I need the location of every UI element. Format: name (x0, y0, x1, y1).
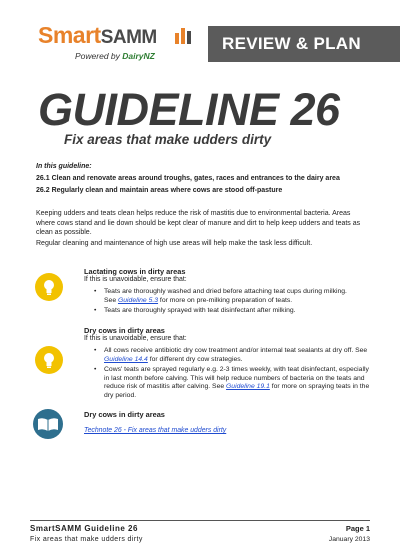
guideline-link[interactable]: Guideline 5.3 (117, 296, 159, 304)
in-guideline-heading: In this guideline: (36, 163, 92, 170)
list-item: • All cows receive antibiotic dry cow treatment and/or internal teat sealants at dry off. See Guideline 14.4 for different dry cow strategies. (94, 347, 374, 364)
book-icon (32, 408, 64, 440)
bullet-list (94, 347, 374, 401)
lightbulb-icon (34, 345, 64, 375)
logo-tagline: Powered by DairyNZ (75, 51, 155, 61)
footer-doc-title: SmartSAMM Guideline 26 (30, 524, 138, 533)
smartsamm-logo (38, 22, 198, 68)
bullet-list (94, 288, 374, 316)
in-guideline-item: 26.2 Regularly clean and maintain areas where cows are stood off-pasture (36, 187, 283, 194)
section-subheading: If this is unavoidable, ensure that: (84, 335, 187, 342)
technote-section (84, 410, 374, 437)
page-title: GUIDELINE 26 (38, 84, 340, 135)
section-subheading: If this is unavoidable, ensure that: (84, 276, 187, 283)
footer-doc-subtitle: Fix areas that make udders dirty (30, 536, 143, 543)
logo-wordmark: SmartSAMM (38, 22, 157, 48)
in-guideline-item: 26.1 Clean and renovate areas around troughs, gates, races and entrances to the dairy area (36, 175, 340, 182)
lactating-section (84, 267, 374, 318)
dry-cows-section (84, 326, 374, 403)
lightbulb-icon (34, 272, 64, 302)
logo-bars-icon (174, 25, 194, 45)
page-subtitle: Fix areas that make udders dirty (64, 132, 272, 147)
footer-divider (30, 520, 370, 521)
list-item: • Teats are thoroughly sprayed with teat disinfectant after milking. (94, 307, 374, 316)
list-item: • Teats are thoroughly washed and dried before attaching teat cups during milking. See Guideline 5.3 for more on pre-milking preparation of teats. (94, 288, 374, 305)
intro-paragraph: Keeping udders and teats clean helps reduce the risk of mastitis due to environmental bacteria. Areas where cows stand and lie down should be kept clear of manure and dirt to help keep udders and teats as clean as possible. (36, 210, 361, 236)
review-plan-banner: REVIEW & PLAN (208, 26, 400, 62)
footer-date: January 2013 (328, 536, 370, 543)
section-heading: Dry cows in dirty areas (84, 410, 165, 419)
list-item: • Cows' teats are sprayed regularly e.g. 2-3 times weekly, with teat disinfectant, especially in last month before calving. This will help reduce numbers of bacteria on the teats and reduce risk of mastitis after calving. See Guideline 19.1 for more on spraying teats in the dry period. (94, 366, 374, 400)
section-heading: Lactating cows in dirty areas (84, 267, 186, 276)
section-heading: Dry cows in dirty areas (84, 326, 165, 335)
footer-page-number: Page 1 (345, 524, 370, 533)
technote-link[interactable]: Technote 26 - Fix areas that make udders dirty (84, 427, 227, 434)
guideline-link[interactable]: Guideline 19.1 (226, 383, 270, 391)
intro-paragraph: Regular cleaning and maintenance of high use areas will help make the task less difficult. (36, 240, 313, 247)
guideline-link[interactable]: Guideline 14.4 (104, 355, 148, 363)
